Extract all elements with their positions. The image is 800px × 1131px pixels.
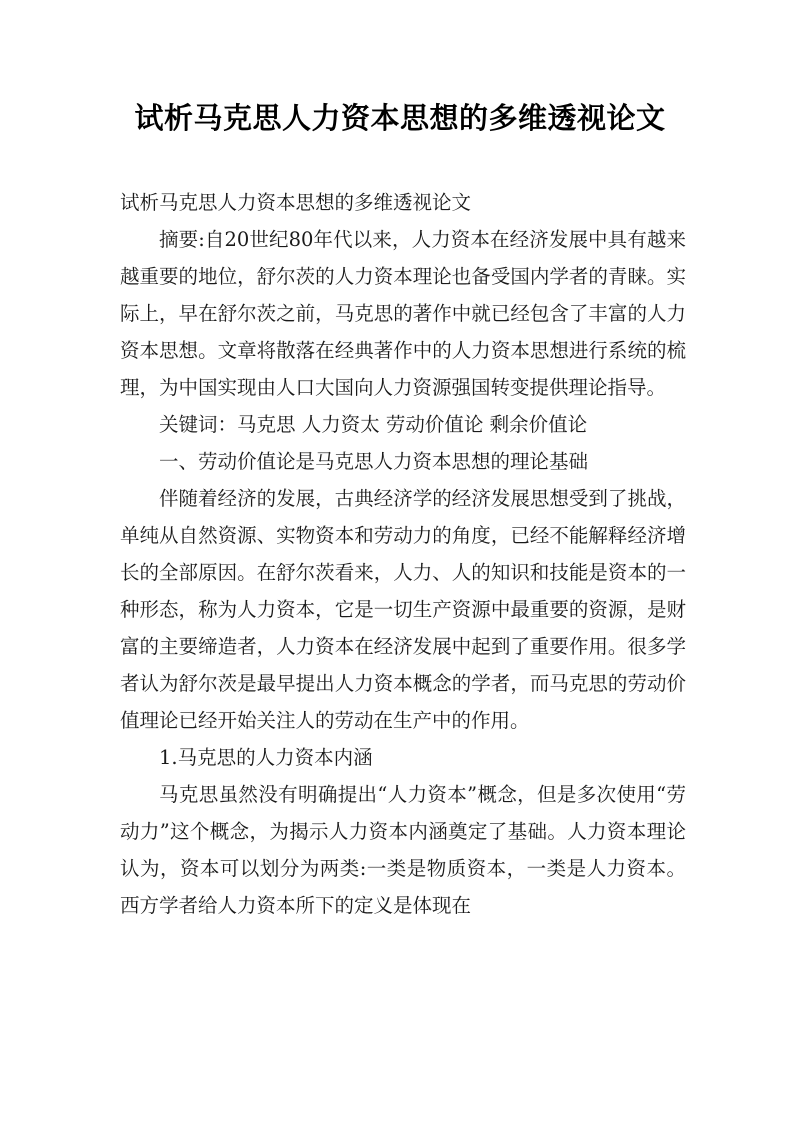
subsection-heading-1-1: 1.马克思的人力资本内涵 [159,746,373,769]
paragraph-abstract: 摘要:自20世纪80年代以来，人力资本在经济发展中具有越来越重要的地位，舒尔茨的人力资本理论也备受国内学者的青睐。实际上，早在舒尔茨之前，马克思的著作中就已经包含了丰富的人力资本思想。文章将散落在经典著作中的人力资本思想进行系统的梳理，为中国实现由人口大国向人力资源强国转变提供理论指导。 [120,228,686,399]
document-body [120,184,686,924]
paragraph-body-1: 伴随着经济的发展，古典经济学的经济发展思想受到了挑战，单纯从自然资源、实物资本和劳动力的角度，已经不能解释经济增长的全部原因。在舒尔茨看来，人力、人的知识和技能是资本的一种形态，称为人力资本，它是一切生产资源中最重要的资源，是财富的主要缔造者，人力资本在经济发展中起到了重要作用。很多学者认为舒尔茨是最早提出人力资本概念的学者，而马克思的劳动价值理论已经开始关注人的劳动在生产中的作用。 [120,487,686,732]
paragraph-subtitle: 试析马克思人力资本思想的多维透视论文 [120,191,472,214]
section-heading-1: 一、劳动价值论是马克思人力资本思想的理论基础 [159,450,589,473]
document-title: 试析马克思人力资本思想的多维透视论文 [134,101,666,135]
paragraph-keywords: 关键词：马克思 人力资太 劳动价值论 剩余价值论 [159,413,588,436]
paragraph-body-2: 马克思虽然没有明确提出“人力资本”概念，但是多次使用“劳动力”这个概念，为揭示人力资本内涵奠定了基础。人力资本理论认为，资本可以划分为两类:一类是物质资本，一类是人力资本。西方学者给人力资本所下的定义是体现在 [120,783,686,917]
